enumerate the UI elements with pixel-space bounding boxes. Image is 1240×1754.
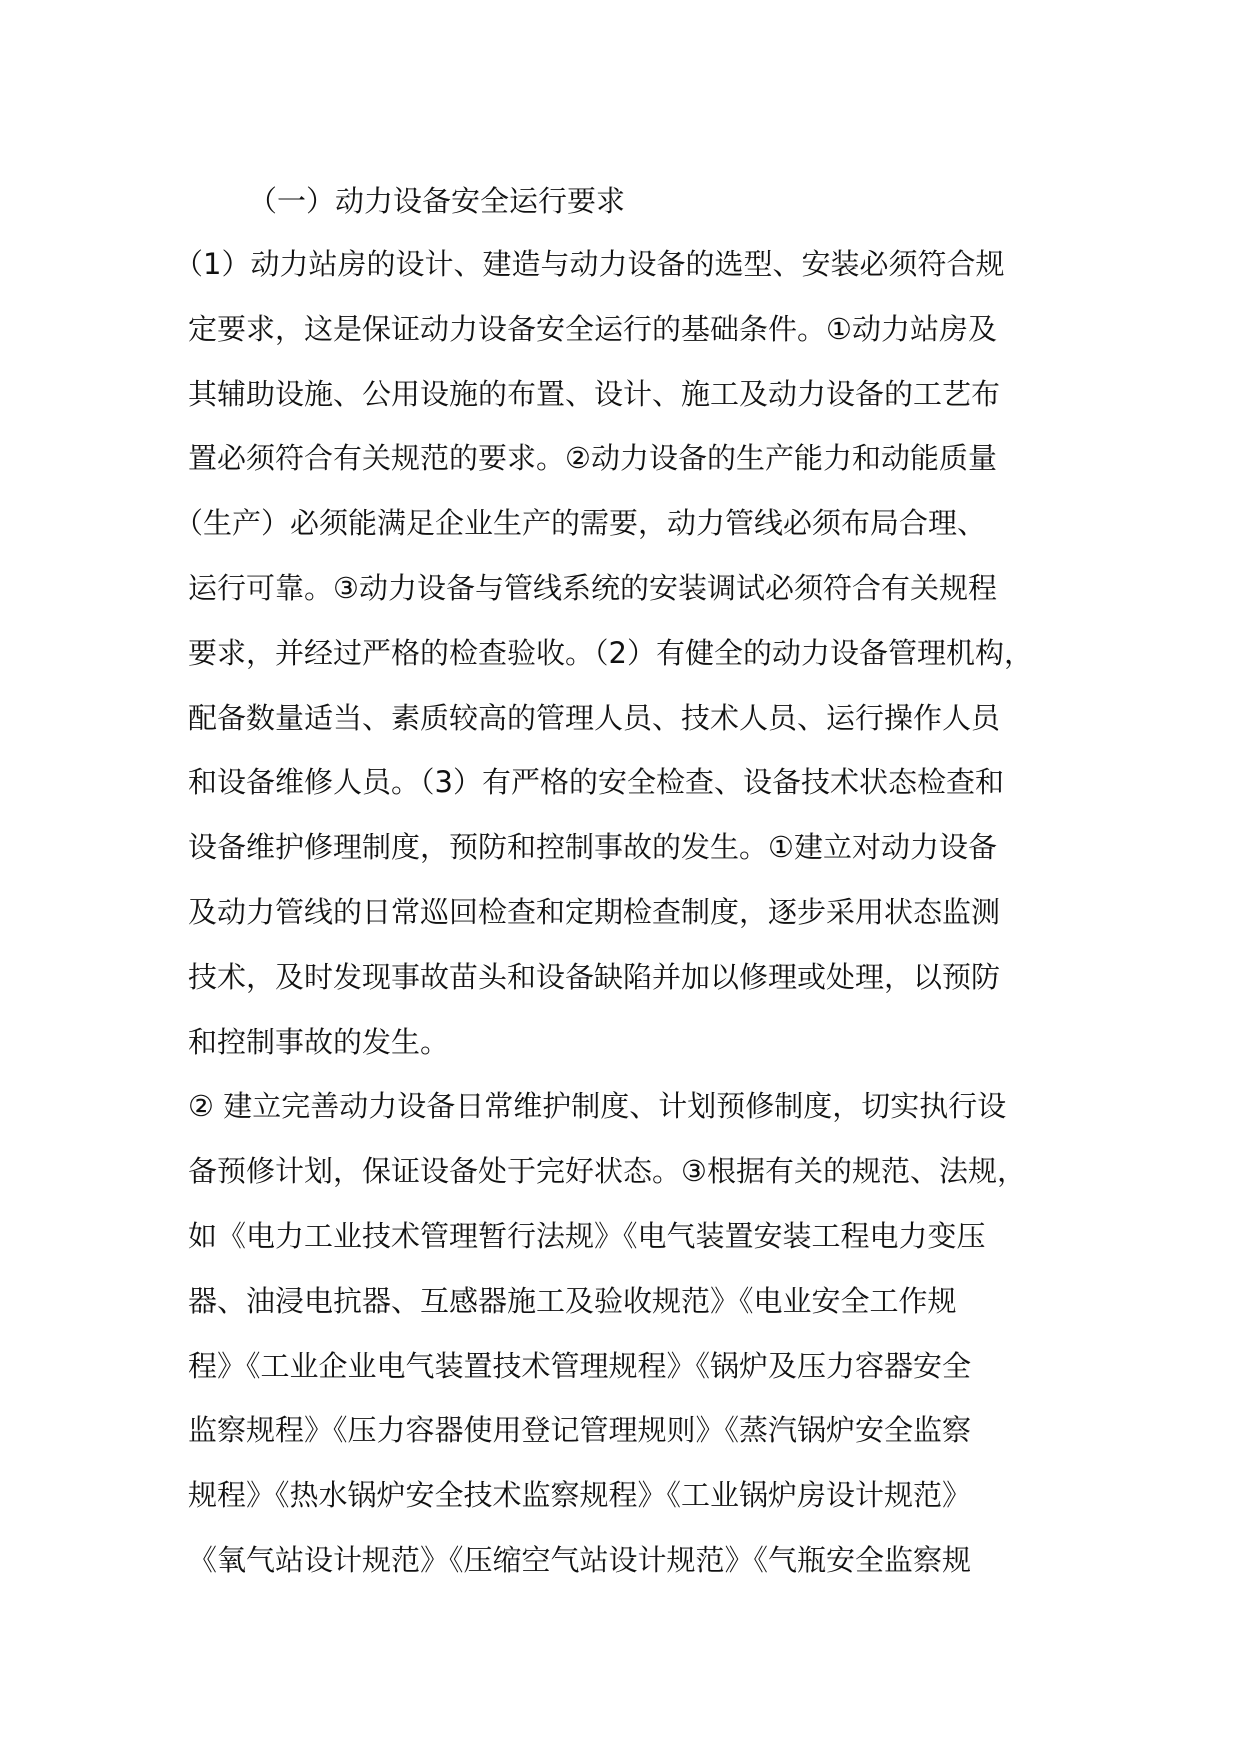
text-line-6: 运行可靠。③动力设备与管线系统的安装调试必须符合有关规程 bbox=[188, 570, 997, 605]
text-line-19: 监察规程》《压力容器使用登记管理规则》《蒸汽锅炉安全监察 bbox=[188, 1413, 972, 1448]
text-line-3: 其辅助设施、公用设施的布置、设计、施工及动力设备的工艺布 bbox=[188, 376, 1001, 411]
text-line-15: 备预修计划，保证设备处于完好状态。③根据有关的规范、法规， bbox=[188, 1154, 1026, 1189]
text-line-17: 器、油浸电抗器、互感器施工及验收规范》《电业安全工作规 bbox=[188, 1283, 957, 1318]
section-heading: （一）动力设备安全运行要求 bbox=[248, 184, 626, 218]
text-line-16: 如《电力工业技术管理暂行法规》《电气装置安装工程电力变压 bbox=[188, 1218, 986, 1253]
text-line-2: 定要求，这是保证动力设备安全运行的基础条件。①动力站房及 bbox=[188, 311, 997, 346]
text-line-8: 配备数量适当、素质较高的管理人员、技术人员、运行操作人员 bbox=[188, 700, 1001, 735]
text-line-5: （生产）必须能满足企业生产的需要，动力管线必须布局合理、 bbox=[174, 506, 987, 541]
text-line-18: 程》《工业企业电气装置技术管理规程》《锅炉及压力容器安全 bbox=[188, 1348, 972, 1383]
text-line-20: 规程》《热水锅炉安全技术监察规程》《工业锅炉房设计规范》 bbox=[188, 1478, 972, 1513]
text-line-13: 和控制事故的发生。 bbox=[188, 1024, 450, 1059]
text-line-11: 及动力管线的日常巡回检查和定期检查制度，逐步采用状态监测 bbox=[188, 894, 1001, 929]
text-line-21: 《氧气站设计规范》《压缩空气站设计规范》《气瓶安全监察规 bbox=[188, 1542, 972, 1577]
text-line-9: 和设备维修人员。（3）有严格的安全检查、设备技术状态检查和 bbox=[188, 765, 1004, 800]
text-line-7: 要求，并经过严格的检查验收。（2）有健全的动力设备管理机构， bbox=[188, 635, 1033, 670]
text-line-12: 技术，及时发现事故苗头和设备缺陷并加以修理或处理，以预防 bbox=[188, 959, 1001, 994]
document-body bbox=[174, 170, 1068, 1593]
text-line-10: 设备维护修理制度，预防和控制事故的发生。①建立对动力设备 bbox=[188, 830, 997, 865]
text-line-4: 置必须符合有关规范的要求。②动力设备的生产能力和动能质量 bbox=[188, 441, 997, 476]
text-line-14: ② 建立完善动力设备日常维护制度、计划预修制度，切实执行设 bbox=[188, 1089, 1007, 1124]
text-line-1: （1）动力站房的设计、建造与动力设备的选型、安装必须符合规 bbox=[174, 247, 1005, 281]
